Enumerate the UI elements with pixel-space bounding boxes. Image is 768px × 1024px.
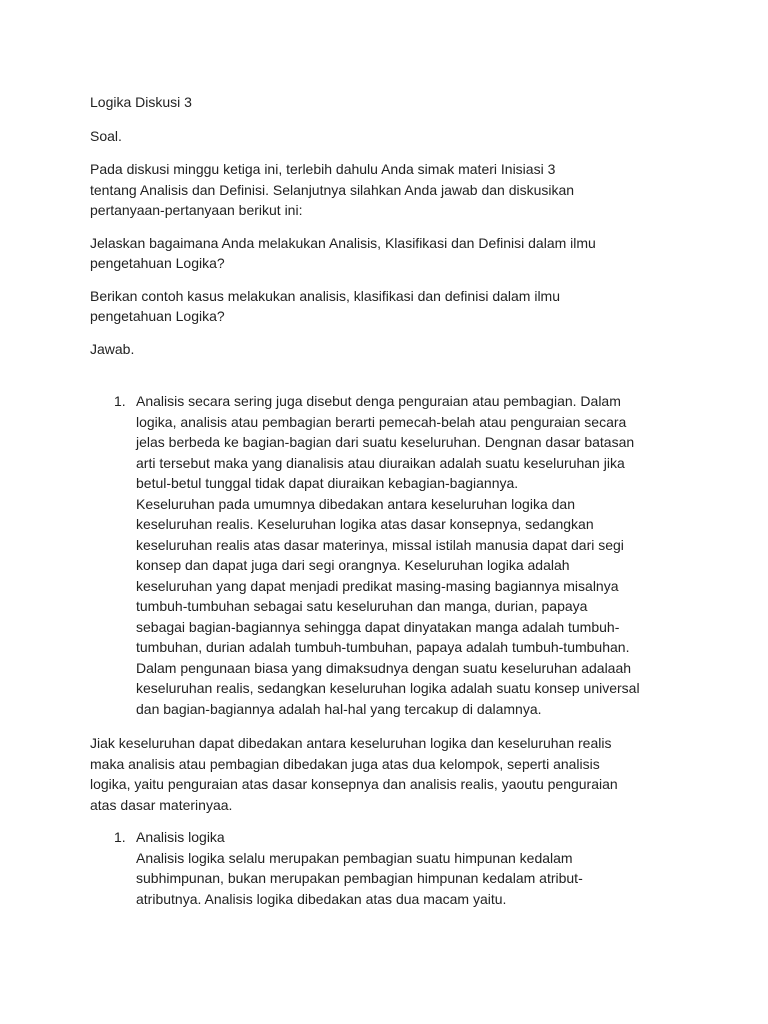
text-line: Analisis logika selalu merupakan pembagian suatu himpunan kedalam — [136, 849, 573, 866]
text-line: tumbuhan, durian adalah tumbuh-tumbuhan, papaya adalah tumbuh-tumbuhan. — [136, 639, 630, 655]
intro-paragraph — [90, 159, 690, 221]
soal-text: Soal. — [90, 127, 122, 144]
second-list-item — [90, 827, 690, 909]
list-item-body — [136, 827, 690, 909]
text-line: atas dasar materinyaa. — [90, 796, 233, 813]
text-line: arti tersebut maka yang dianalisis atau diuraikan adalah suatu keseluruhan jika — [136, 454, 625, 471]
text-line: dan bagian-bagiannya adalah hal-hal yang tercakup di dalamnya. — [136, 700, 542, 717]
text-line: Analisis secara sering juga disebut denga penguraian atau pembagian. Dalam — [136, 393, 621, 409]
text-line: Dalam pengunaan biasa yang dimaksudnya dengan suatu keseluruhan adalaah — [136, 659, 632, 676]
text-line: tentang Analisis dan Definisi. Selanjutnya silahkan Anda jawab dan diskusikan — [90, 181, 575, 198]
text-line: Keseluruhan pada umumnya dibedakan antara keseluruhan logika dan — [136, 495, 575, 512]
question-2 — [90, 286, 690, 327]
text-line: maka analisis atau pembagian dibedakan juga atas dua kelompok, seperti analisis — [90, 755, 600, 772]
title-text: Logika Diskusi 3 — [90, 94, 192, 110]
list-item-heading: Analisis logika — [136, 829, 225, 845]
text-line: keseluruhan realis, sedangkan keseluruhan logika adalah suatu konsep universal — [136, 680, 640, 696]
text-line: keseluruhan realis. Keseluruhan logika atas dasar konsepnya, sedangkan — [136, 516, 594, 532]
text-line: pengetahuan Logika? — [90, 255, 225, 271]
text-line: Jiak keseluruhan dapat dibedakan antara keseluruhan logika dan keseluruhan realis — [90, 735, 612, 751]
text-line: betul-betul tunggal tidak dapat diuraikan kebagian-bagiannya. — [136, 475, 519, 491]
text-line: keseluruhan realis atas dasar materinya, missal istilah manusia dapat dari segi — [136, 536, 624, 553]
text-line: Pada diskusi minggu ketiga ini, terlebih dahulu Anda simak materi Inisiasi 3 — [90, 161, 556, 177]
document-title — [90, 92, 690, 113]
jawab-label — [90, 339, 690, 360]
text-line: Berikan contoh kasus melakukan analisis, klasifikasi dan definisi dalam ilmu — [90, 287, 561, 304]
list-number: 1. — [114, 829, 126, 845]
text-line: Jelaskan bagaimana Anda melakukan Analisis, Klasifikasi dan Definisi dalam ilmu — [90, 234, 596, 251]
body-paragraph — [90, 733, 690, 815]
document-page — [90, 92, 690, 921]
text-line: logika, yaitu penguraian atas dasar konsepnya dan analisis realis, yaoutu penguraian — [90, 776, 618, 792]
text-line: pertanyaan-pertanyaan berikut ini: — [90, 202, 303, 218]
soal-label — [90, 126, 690, 147]
text-line: sebagai bagian-bagiannya sehingga dapat dinyatakan manga adalah tumbuh- — [136, 618, 620, 635]
question-1 — [90, 233, 690, 274]
text-line: konsep dan dapat juga dari segi orangnya. Keseluruhan logika adalah — [136, 557, 570, 573]
text-line: keseluruhan yang dapat menjadi predikat masing-masing bagiannya misalnya — [136, 577, 619, 594]
text-line: atributnya. Analisis logika dibedakan atas dua macam yaitu. — [136, 890, 507, 907]
text-line: logika, analisis atau pembagian berarti pemecah-belah atau penguraian secara — [136, 413, 627, 430]
jawab-text: Jawab. — [90, 340, 135, 357]
text-line: pengetahuan Logika? — [90, 308, 225, 324]
list-item-body — [136, 391, 690, 719]
text-line: tumbuh-tumbuhan sebagai satu keseluruhan dan manga, durian, papaya — [136, 598, 588, 614]
answer-list-item — [90, 391, 690, 719]
text-line: subhimpunan, bukan merupakan pembagian himpunan kedalam atribut- — [136, 870, 583, 886]
list-number: 1. — [114, 393, 126, 409]
text-line: jelas berbeda ke bagian-bagian dari suatu keseluruhan. Dengnan dasar batasan — [136, 434, 635, 450]
